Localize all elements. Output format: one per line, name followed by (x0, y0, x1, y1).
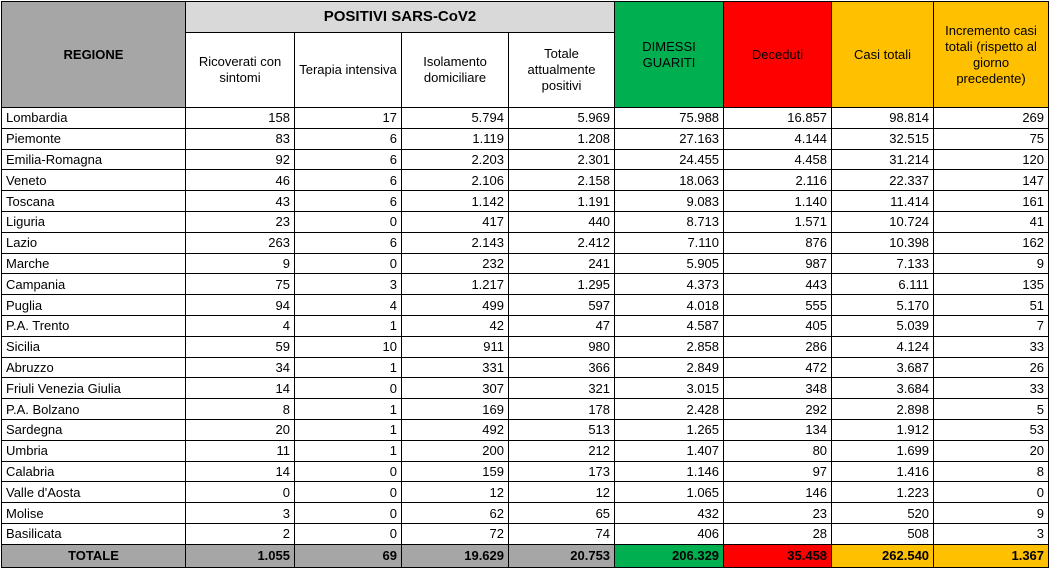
cell-casi-totali: 32.515 (832, 128, 934, 149)
cell-totale-positivi: 212 (509, 440, 615, 461)
cell-dimessi: 5.905 (615, 253, 724, 274)
cell-deceduti: 1.140 (724, 191, 832, 212)
cell-incremento: 8 (934, 461, 1049, 482)
cell-dimessi: 24.455 (615, 149, 724, 170)
total-incremento: 1.367 (934, 544, 1049, 567)
cell-terapia: 1 (295, 399, 402, 420)
cell-terapia: 6 (295, 170, 402, 191)
cell-deceduti: 987 (724, 253, 832, 274)
cell-regione: Puglia (2, 295, 186, 316)
cell-terapia: 0 (295, 482, 402, 503)
cell-casi-totali: 6.111 (832, 274, 934, 295)
cell-casi-totali: 4.124 (832, 336, 934, 357)
cell-terapia: 1 (295, 440, 402, 461)
cell-regione: Calabria (2, 461, 186, 482)
table-row (2, 211, 1049, 232)
cell-incremento: 33 (934, 336, 1049, 357)
table-row (2, 399, 1049, 420)
header-totale-positivi: Totale attualmente positivi (509, 33, 615, 108)
cell-incremento: 269 (934, 108, 1049, 129)
cell-isolamento: 2.106 (402, 170, 509, 191)
cell-ricoverati: 34 (186, 357, 295, 378)
cell-totale-positivi: 1.295 (509, 274, 615, 295)
cell-isolamento: 12 (402, 482, 509, 503)
cell-casi-totali: 3.684 (832, 378, 934, 399)
cell-ricoverati: 75 (186, 274, 295, 295)
cell-ricoverati: 9 (186, 253, 295, 274)
cell-regione: Valle d'Aosta (2, 482, 186, 503)
cell-dimessi: 1.065 (615, 482, 724, 503)
cell-casi-totali: 1.416 (832, 461, 934, 482)
cell-deceduti: 876 (724, 232, 832, 253)
cell-totale-positivi: 980 (509, 336, 615, 357)
table-row (2, 336, 1049, 357)
cell-totale-positivi: 241 (509, 253, 615, 274)
cell-ricoverati: 46 (186, 170, 295, 191)
cell-casi-totali: 31.214 (832, 149, 934, 170)
cell-totale-positivi: 513 (509, 419, 615, 440)
cell-deceduti: 28 (724, 523, 832, 544)
cell-incremento: 33 (934, 378, 1049, 399)
cell-isolamento: 169 (402, 399, 509, 420)
cell-incremento: 26 (934, 357, 1049, 378)
cell-ricoverati: 263 (186, 232, 295, 253)
cell-isolamento: 2.143 (402, 232, 509, 253)
cell-casi-totali: 3.687 (832, 357, 934, 378)
cell-dimessi: 3.015 (615, 378, 724, 399)
cell-casi-totali: 1.223 (832, 482, 934, 503)
cell-regione: Sardegna (2, 419, 186, 440)
total-terapia: 69 (295, 544, 402, 567)
cell-ricoverati: 0 (186, 482, 295, 503)
cell-isolamento: 5.794 (402, 108, 509, 129)
cell-incremento: 9 (934, 503, 1049, 524)
cell-regione: P.A. Bolzano (2, 399, 186, 420)
cell-terapia: 6 (295, 191, 402, 212)
cell-incremento: 75 (934, 128, 1049, 149)
table-row (2, 170, 1049, 191)
cell-ricoverati: 8 (186, 399, 295, 420)
cell-regione: P.A. Trento (2, 315, 186, 336)
cell-dimessi: 18.063 (615, 170, 724, 191)
cell-regione: Campania (2, 274, 186, 295)
cell-ricoverati: 158 (186, 108, 295, 129)
cell-isolamento: 42 (402, 315, 509, 336)
cell-casi-totali: 10.724 (832, 211, 934, 232)
cell-deceduti: 286 (724, 336, 832, 357)
cell-totale-positivi: 74 (509, 523, 615, 544)
cell-dimessi: 7.110 (615, 232, 724, 253)
cell-totale-positivi: 178 (509, 399, 615, 420)
cell-incremento: 20 (934, 440, 1049, 461)
header-deceduti: Deceduti (724, 2, 832, 108)
cell-totale-positivi: 2.301 (509, 149, 615, 170)
cell-totale-positivi: 321 (509, 378, 615, 399)
cell-regione: Abruzzo (2, 357, 186, 378)
cell-incremento: 5 (934, 399, 1049, 420)
cell-ricoverati: 11 (186, 440, 295, 461)
cell-deceduti: 472 (724, 357, 832, 378)
cell-casi-totali: 11.414 (832, 191, 934, 212)
cell-isolamento: 911 (402, 336, 509, 357)
cell-deceduti: 23 (724, 503, 832, 524)
cell-deceduti: 405 (724, 315, 832, 336)
header-ricoverati: Ricoverati con sintomi (186, 33, 295, 108)
cell-incremento: 3 (934, 523, 1049, 544)
cell-terapia: 1 (295, 315, 402, 336)
cell-isolamento: 492 (402, 419, 509, 440)
cell-totale-positivi: 12 (509, 482, 615, 503)
cell-isolamento: 200 (402, 440, 509, 461)
cell-dimessi: 2.849 (615, 357, 724, 378)
cell-casi-totali: 1.912 (832, 419, 934, 440)
cell-dimessi: 1.146 (615, 461, 724, 482)
total-totale-positivi: 20.753 (509, 544, 615, 567)
cell-incremento: 120 (934, 149, 1049, 170)
cell-regione: Toscana (2, 191, 186, 212)
cell-terapia: 0 (295, 503, 402, 524)
cell-totale-positivi: 5.969 (509, 108, 615, 129)
cell-regione: Emilia-Romagna (2, 149, 186, 170)
total-deceduti: 35.458 (724, 544, 832, 567)
cell-dimessi: 4.587 (615, 315, 724, 336)
cell-casi-totali: 7.133 (832, 253, 934, 274)
cell-incremento: 147 (934, 170, 1049, 191)
header-regione: REGIONE (2, 2, 186, 108)
cell-totale-positivi: 65 (509, 503, 615, 524)
table-row (2, 419, 1049, 440)
cell-isolamento: 499 (402, 295, 509, 316)
table-row (2, 108, 1049, 129)
cell-terapia: 0 (295, 253, 402, 274)
cell-regione: Veneto (2, 170, 186, 191)
cell-casi-totali: 5.170 (832, 295, 934, 316)
cell-dimessi: 4.018 (615, 295, 724, 316)
cell-regione: Friuli Venezia Giulia (2, 378, 186, 399)
cell-totale-positivi: 2.412 (509, 232, 615, 253)
cell-casi-totali: 1.699 (832, 440, 934, 461)
cell-casi-totali: 10.398 (832, 232, 934, 253)
cell-deceduti: 1.571 (724, 211, 832, 232)
cell-dimessi: 27.163 (615, 128, 724, 149)
table-row (2, 191, 1049, 212)
header-terapia-intensiva: Terapia intensiva (295, 33, 402, 108)
cell-isolamento: 1.217 (402, 274, 509, 295)
cell-dimessi: 4.373 (615, 274, 724, 295)
total-label: TOTALE (2, 544, 186, 567)
header-incremento: Incremento casi totali (rispetto al giorno precedente) (934, 2, 1049, 108)
table-row (2, 315, 1049, 336)
cell-dimessi: 2.428 (615, 399, 724, 420)
cell-deceduti: 292 (724, 399, 832, 420)
cell-ricoverati: 92 (186, 149, 295, 170)
cell-dimessi: 2.858 (615, 336, 724, 357)
cell-deceduti: 97 (724, 461, 832, 482)
table-row (2, 295, 1049, 316)
total-isolamento: 19.629 (402, 544, 509, 567)
cell-terapia: 0 (295, 523, 402, 544)
cell-terapia: 17 (295, 108, 402, 129)
cell-regione: Marche (2, 253, 186, 274)
cell-ricoverati: 20 (186, 419, 295, 440)
table-row (2, 482, 1049, 503)
cell-dimessi: 8.713 (615, 211, 724, 232)
total-casi-totali: 262.540 (832, 544, 934, 567)
cell-ricoverati: 23 (186, 211, 295, 232)
cell-terapia: 4 (295, 295, 402, 316)
table-body (2, 108, 1049, 545)
cell-deceduti: 146 (724, 482, 832, 503)
table-row (2, 503, 1049, 524)
cell-terapia: 6 (295, 128, 402, 149)
cell-regione: Umbria (2, 440, 186, 461)
cell-deceduti: 555 (724, 295, 832, 316)
cell-incremento: 51 (934, 295, 1049, 316)
cell-regione: Piemonte (2, 128, 186, 149)
cell-casi-totali: 98.814 (832, 108, 934, 129)
cell-dimessi: 1.265 (615, 419, 724, 440)
cell-regione: Basilicata (2, 523, 186, 544)
cell-ricoverati: 14 (186, 378, 295, 399)
table-row (2, 128, 1049, 149)
cell-dimessi: 406 (615, 523, 724, 544)
cell-dimessi: 1.407 (615, 440, 724, 461)
cell-deceduti: 348 (724, 378, 832, 399)
cell-deceduti: 4.144 (724, 128, 832, 149)
cell-deceduti: 2.116 (724, 170, 832, 191)
cell-totale-positivi: 440 (509, 211, 615, 232)
table-row (2, 440, 1049, 461)
cell-totale-positivi: 47 (509, 315, 615, 336)
cell-totale-positivi: 2.158 (509, 170, 615, 191)
cell-dimessi: 9.083 (615, 191, 724, 212)
cell-isolamento: 307 (402, 378, 509, 399)
table-row (2, 461, 1049, 482)
cell-terapia: 1 (295, 357, 402, 378)
cell-isolamento: 72 (402, 523, 509, 544)
table-row (2, 232, 1049, 253)
cell-ricoverati: 43 (186, 191, 295, 212)
header-dimessi-guariti: DIMESSI GUARITI (615, 2, 724, 108)
total-row (2, 544, 1049, 567)
cell-isolamento: 159 (402, 461, 509, 482)
cell-ricoverati: 14 (186, 461, 295, 482)
cell-regione: Liguria (2, 211, 186, 232)
cell-terapia: 10 (295, 336, 402, 357)
header-isolamento: Isolamento domiciliare (402, 33, 509, 108)
cell-isolamento: 331 (402, 357, 509, 378)
cell-deceduti: 4.458 (724, 149, 832, 170)
cell-regione: Lombardia (2, 108, 186, 129)
table-row (2, 149, 1049, 170)
cell-casi-totali: 508 (832, 523, 934, 544)
cell-deceduti: 443 (724, 274, 832, 295)
table-row (2, 357, 1049, 378)
total-ricoverati: 1.055 (186, 544, 295, 567)
cell-isolamento: 62 (402, 503, 509, 524)
table-row (2, 253, 1049, 274)
cell-casi-totali: 5.039 (832, 315, 934, 336)
cell-terapia: 0 (295, 461, 402, 482)
cell-regione: Lazio (2, 232, 186, 253)
cell-dimessi: 432 (615, 503, 724, 524)
cell-ricoverati: 59 (186, 336, 295, 357)
cell-incremento: 0 (934, 482, 1049, 503)
cell-incremento: 41 (934, 211, 1049, 232)
header-casi-totali: Casi totali (832, 2, 934, 108)
cell-terapia: 6 (295, 232, 402, 253)
cell-terapia: 3 (295, 274, 402, 295)
cell-ricoverati: 2 (186, 523, 295, 544)
cell-incremento: 162 (934, 232, 1049, 253)
cell-ricoverati: 3 (186, 503, 295, 524)
cell-isolamento: 232 (402, 253, 509, 274)
cell-totale-positivi: 173 (509, 461, 615, 482)
cell-casi-totali: 2.898 (832, 399, 934, 420)
cell-totale-positivi: 1.191 (509, 191, 615, 212)
cell-incremento: 161 (934, 191, 1049, 212)
cell-ricoverati: 94 (186, 295, 295, 316)
cell-isolamento: 2.203 (402, 149, 509, 170)
cell-casi-totali: 520 (832, 503, 934, 524)
total-dimessi: 206.329 (615, 544, 724, 567)
cell-incremento: 9 (934, 253, 1049, 274)
cell-incremento: 7 (934, 315, 1049, 336)
cell-isolamento: 1.119 (402, 128, 509, 149)
cell-ricoverati: 83 (186, 128, 295, 149)
cell-terapia: 6 (295, 149, 402, 170)
cell-totale-positivi: 1.208 (509, 128, 615, 149)
cell-isolamento: 1.142 (402, 191, 509, 212)
covid-regional-table (1, 1, 1049, 568)
cell-dimessi: 75.988 (615, 108, 724, 129)
cell-regione: Molise (2, 503, 186, 524)
cell-incremento: 53 (934, 419, 1049, 440)
cell-terapia: 0 (295, 378, 402, 399)
cell-terapia: 1 (295, 419, 402, 440)
cell-isolamento: 417 (402, 211, 509, 232)
table-row (2, 378, 1049, 399)
cell-totale-positivi: 366 (509, 357, 615, 378)
cell-totale-positivi: 597 (509, 295, 615, 316)
cell-incremento: 135 (934, 274, 1049, 295)
cell-regione: Sicilia (2, 336, 186, 357)
table-row (2, 274, 1049, 295)
header-positivi-group: POSITIVI SARS-CoV2 (186, 2, 615, 33)
table-row (2, 523, 1049, 544)
cell-ricoverati: 4 (186, 315, 295, 336)
cell-casi-totali: 22.337 (832, 170, 934, 191)
cell-deceduti: 16.857 (724, 108, 832, 129)
cell-deceduti: 134 (724, 419, 832, 440)
cell-terapia: 0 (295, 211, 402, 232)
cell-deceduti: 80 (724, 440, 832, 461)
